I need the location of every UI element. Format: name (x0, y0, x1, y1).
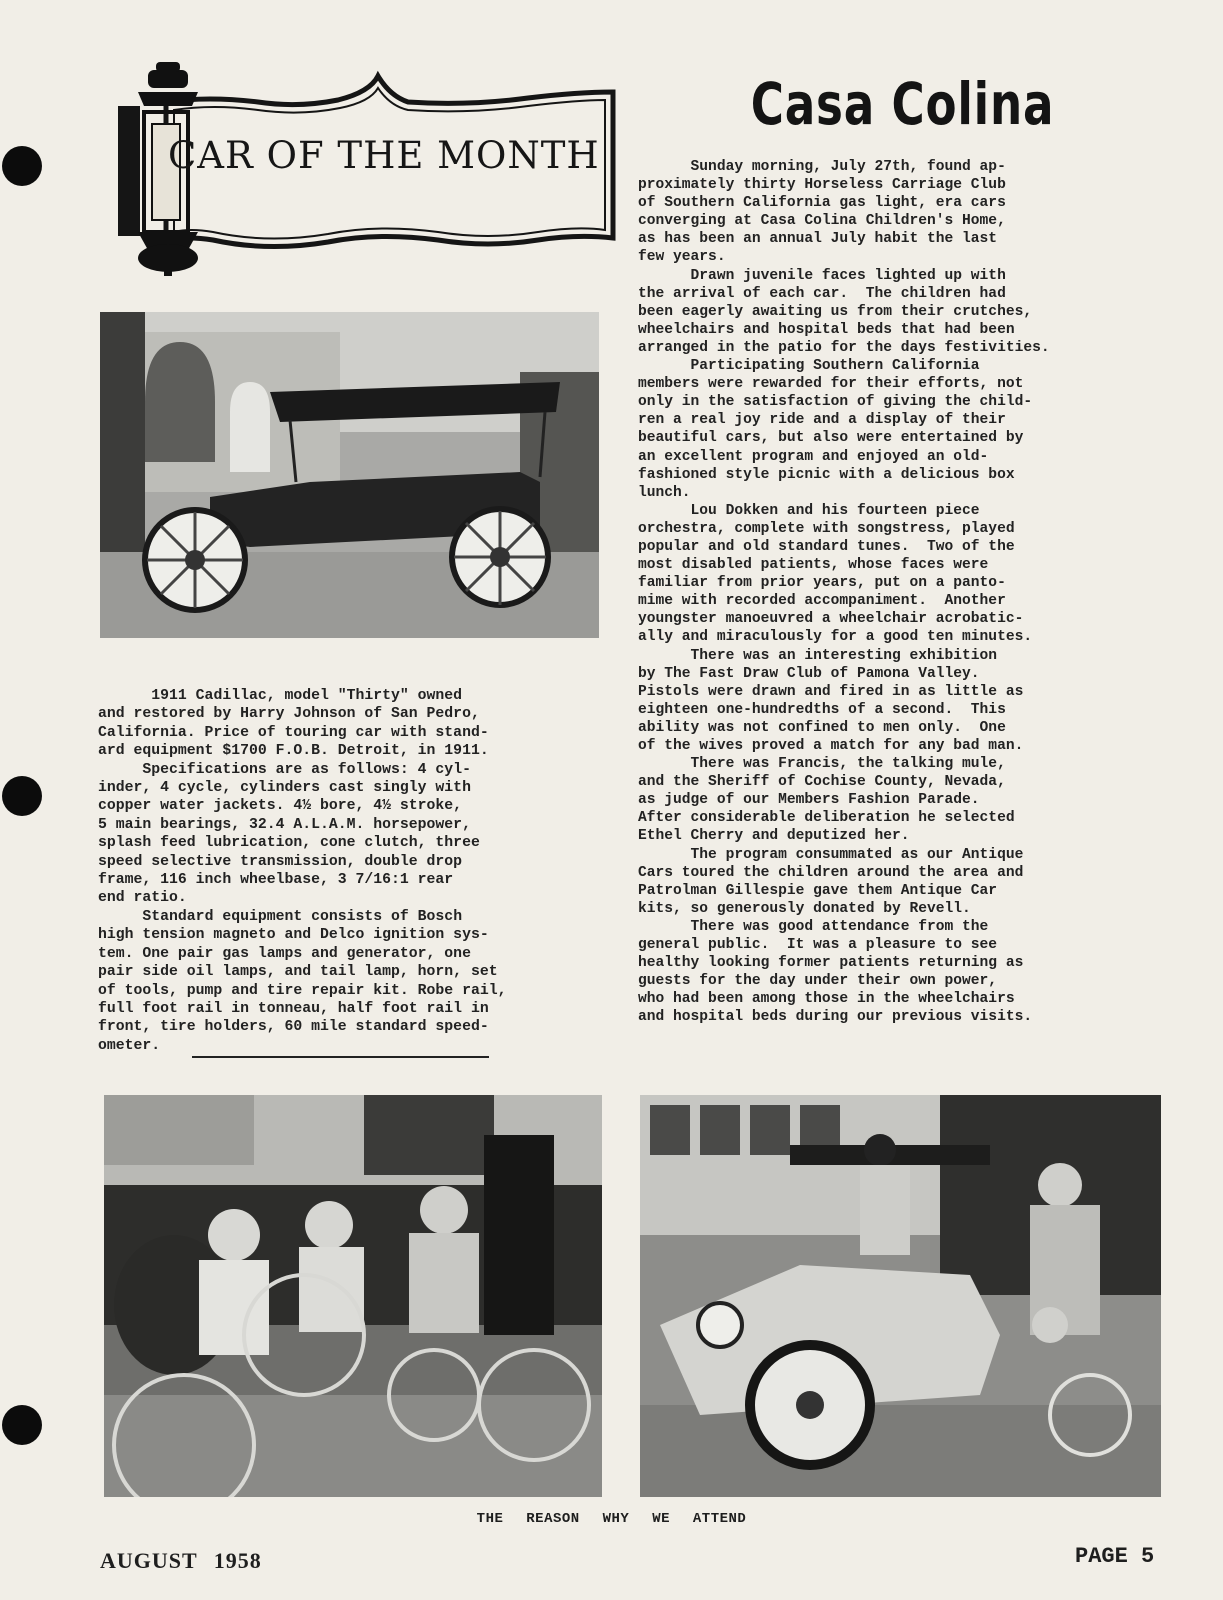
article-line: who had been among those in the wheelchairs (638, 991, 1015, 1008)
car-line: Specifications are as follows: 4 cyl- (98, 761, 471, 778)
article-line: fashioned style picnic with a delicious box (638, 466, 1015, 483)
article-line: Participating Southern California (638, 358, 980, 375)
article-line: Cars toured the children around the area and (638, 864, 1024, 881)
article-headline: Casa Colina (750, 70, 1055, 138)
car-line: tem. One pair gas lamps and generator, one (98, 945, 471, 962)
article-line: few years. (638, 249, 726, 266)
car-line: of tools, pump and tire repair kit. Robe rail, (98, 982, 507, 999)
article-line: Sunday morning, July 27th, found ap- (638, 159, 1006, 175)
article-line: mime with recorded accompaniment. Another (638, 593, 1006, 610)
car-line: inder, 4 cycle, cylinders cast singly with (98, 780, 471, 797)
binder-hole-bottom (2, 1405, 42, 1445)
car-line: 1911 Cadillac, model "Thirty" owned (98, 688, 463, 704)
binder-hole-middle (2, 776, 42, 816)
article-line: healthy looking former patients returning as (638, 955, 1024, 972)
car-of-the-month-banner (108, 62, 628, 277)
article-line: converging at Casa Colina Children's Home, (638, 213, 1006, 230)
car-line: pair side oil lamps, and tail lamp, horn, set (98, 964, 498, 981)
article-line: the arrival of each car. The children had (638, 285, 1006, 302)
article-line: There was an interesting exhibition (638, 647, 998, 664)
article-body (638, 158, 1158, 1027)
article-line: There was good attendance from the (638, 918, 989, 935)
car-description (98, 687, 603, 1055)
car-line: splash feed lubrication, cone clutch, three (98, 835, 480, 852)
article-line: ability was not confined to men only. One (638, 719, 1006, 736)
article-line: by The Fast Draw Club of Pamona Valley. (638, 665, 980, 682)
car-line: frame, 116 inch wheelbase, 3 7/16:1 rear (98, 872, 454, 889)
article-line: of Southern California gas light, era cars (638, 195, 1006, 212)
caption-divider (192, 1056, 489, 1058)
article-line: members were rewarded for their efforts, not (638, 376, 1024, 393)
article-line: ren a real joy ride and a display of their (638, 412, 1006, 429)
article-line: an excellent program and enjoyed an old- (638, 448, 989, 465)
article-line: popular and old standard tunes. Two of the (638, 538, 1015, 555)
article-line: and the Sheriff of Cochise County, Nevada, (638, 774, 1006, 791)
car-line: end ratio. (98, 890, 187, 907)
article-line: After considerable deliberation he selected (638, 810, 1015, 827)
article-line: most disabled patients, whose faces were (638, 557, 989, 574)
article-line: and hospital beds during our previous visits. (638, 1009, 1033, 1026)
article-line: of the wives proved a match for any bad man. (638, 738, 1024, 754)
car-line: speed selective transmission, double drop (98, 853, 463, 870)
car-line: ometer. (98, 1037, 161, 1054)
car-line: full foot rail in tonneau, half foot rail in (98, 1000, 489, 1017)
article-line: eighteen one-hundredths of a second. This (638, 701, 1006, 718)
article-line: wheelchairs and hospital beds that had been (638, 321, 1015, 338)
article-line: The program consummated as our Antique (638, 846, 1024, 863)
antique-car-children-photo (640, 1095, 1161, 1497)
car-line: California. Price of touring car with stand- (98, 724, 489, 741)
car-line: copper water jackets. 4½ bore, 4½ stroke, (98, 798, 463, 815)
cadillac-photo (100, 312, 599, 638)
article-line: Patrolman Gillespie gave them Antique Car (638, 882, 998, 899)
children-wheelchairs-photo (104, 1095, 602, 1497)
car-line: and restored by Harry Johnson of San Pedro, (98, 706, 480, 723)
article-line: orchestra, complete with songstress, played (638, 520, 1015, 537)
article-line: as has been an annual July habit the last (638, 231, 998, 248)
binder-hole-top (2, 146, 42, 186)
banner-title: CAR OF THE MONTH (168, 134, 600, 177)
article-line: arranged in the patio for the days festivities. (638, 339, 1050, 356)
article-line: Pistols were drawn and fired in as little as (638, 683, 1024, 700)
article-line: There was Francis, the talking mule, (638, 756, 1006, 773)
article-line: familiar from prior years, put on a panto- (638, 575, 1006, 592)
article-line: beautiful cars, but also were entertained by (638, 430, 1024, 447)
article-line: general public. It was a pleasure to see (638, 937, 998, 954)
article-line: guests for the day under their own power, (638, 973, 998, 990)
article-line: as judge of our Members Fashion Parade. (638, 792, 980, 809)
car-line: high tension magneto and Delco ignition sys- (98, 927, 489, 944)
car-line: front, tire holders, 60 mile standard speed- (98, 1019, 489, 1036)
car-line: Standard equipment consists of Bosch (98, 908, 463, 925)
article-line: proximately thirty Horseless Carriage Club (638, 177, 1006, 194)
article-line: been eagerly awaiting us from their crutches, (638, 303, 1033, 320)
article-line: only in the satisfaction of giving the child- (638, 394, 1033, 411)
page-number: PAGE 5 (1075, 1544, 1155, 1569)
car-line: ard equipment $1700 F.O.B. Detroit, in 1911. (98, 743, 489, 760)
article-line: ally and miraculously for a good ten minutes. (638, 629, 1033, 646)
car-line: 5 main bearings, 32.4 A.L.A.M. horsepower, (98, 816, 471, 833)
article-line: Ethel Cherry and deputized her. (638, 828, 910, 845)
article-line: lunch. (638, 484, 691, 501)
photo-caption: THE REASON WHY WE ATTEND (476, 1511, 747, 1527)
issue-date: AUGUST 1958 (100, 1548, 262, 1573)
article-line: Drawn juvenile faces lighted up with (638, 267, 1006, 284)
article-line: youngster manoeuvred a wheelchair acrobatic- (638, 611, 1024, 628)
article-line: kits, so generously donated by Revell. (638, 900, 971, 917)
article-line: Lou Dokken and his fourteen piece (638, 502, 980, 519)
